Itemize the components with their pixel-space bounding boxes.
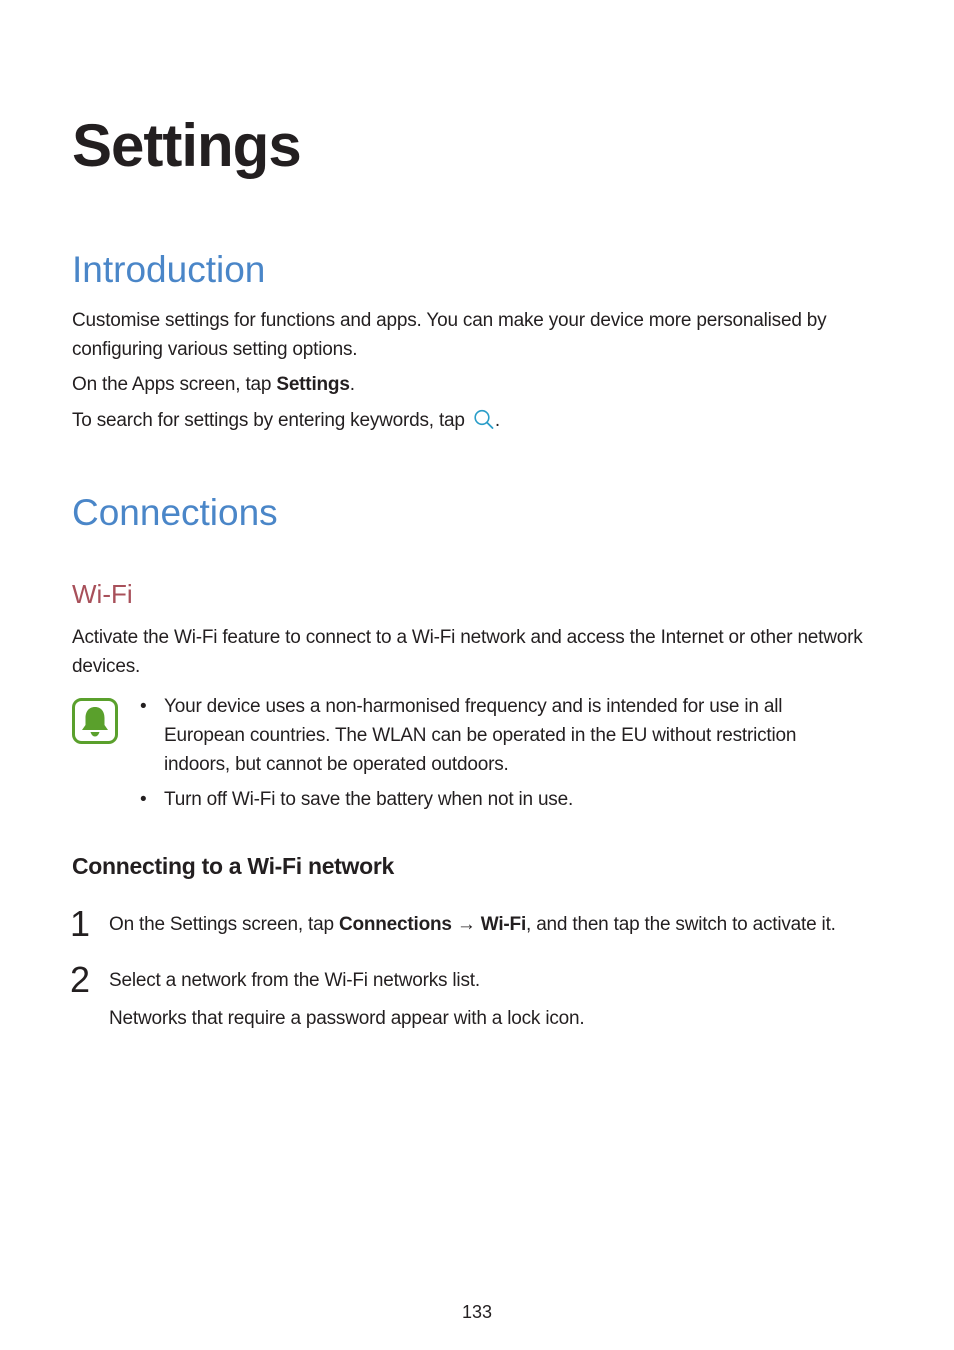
step-1-text: On the Settings screen, tap Connections → Wi-Fi, and then tap the switch to activate it. — [109, 914, 836, 935]
wifi-heading: Wi-Fi — [72, 579, 133, 609]
search-instruction: To search for settings by entering keywords, tap . — [72, 410, 500, 431]
list-item: • Your device uses a non-harmonised frequency and is intended for use in all European countries. The WLAN can be operated in the EU without restriction indoors, but cannot be operated outdoors. — [140, 696, 797, 775]
open-settings-instruction: On the Apps screen, tap Settings. — [72, 374, 355, 395]
chapter-title: Settings — [72, 112, 301, 179]
list-item: • Turn off Wi-Fi to save the battery when not in use. — [140, 789, 574, 810]
step-2-text: Select a network from the Wi-Fi networks list. — [109, 970, 480, 991]
introduction-paragraph: Customise settings for functions and apps. You can make your device more personalised by configuring various setting options. — [72, 310, 827, 360]
connections-heading: Connections — [72, 492, 278, 533]
step-number: 2 — [70, 959, 91, 1000]
connecting-subheading: Connecting to a Wi-Fi network — [72, 853, 395, 879]
bell-notice-icon — [72, 698, 118, 744]
wifi-paragraph: Activate the Wi-Fi feature to connect to a Wi-Fi network and access the Internet or other network devices. — [72, 627, 863, 677]
connections-menu-label: Connections — [338, 914, 452, 935]
step-2-subtext: Networks that require a password appear with a lock icon. — [109, 1008, 585, 1029]
wifi-notes-list — [138, 692, 838, 820]
settings-app-label: Settings — [276, 374, 350, 395]
introduction-heading: Introduction — [72, 249, 266, 290]
wifi-menu-label: Wi-Fi — [480, 914, 527, 935]
step-number: 1 — [70, 903, 91, 944]
page-number: 133 — [461, 1302, 493, 1322]
search-icon — [473, 409, 495, 429]
